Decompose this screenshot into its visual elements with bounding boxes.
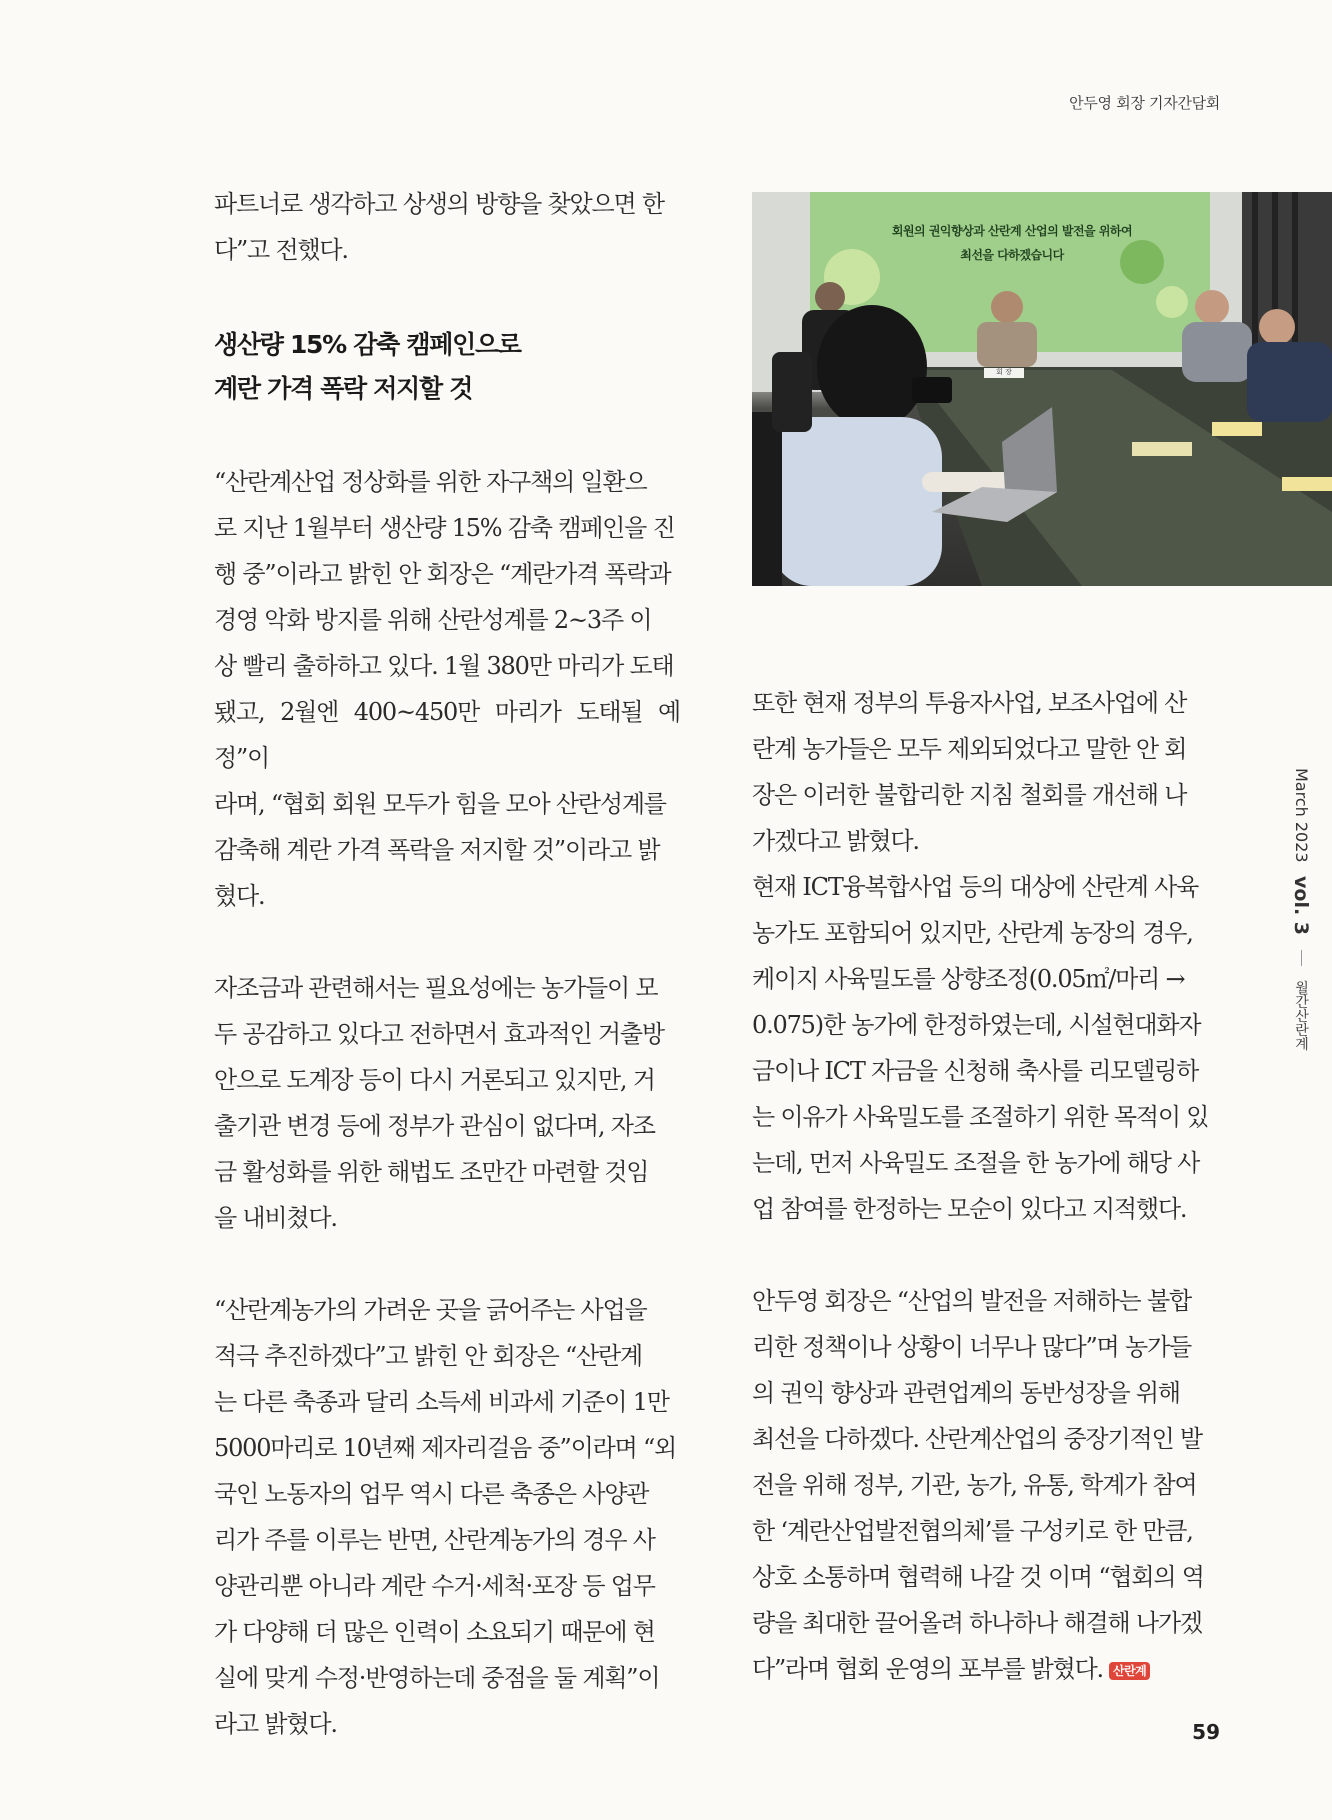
body-paragraph-1: “산란계산업 정상화를 위한 자구책의 일환으 로 지난 1월부터 생산량 15% 감축 캠페인을 진 행 중”이라고 밝힌 안 회장은 “계란가격 폭락과 경영 악화 방지를 위해 산란성계를 2~3주 이 상 빨리 출하하고 있다. 1월 380만 마리가 도태 됐고, 2월엔 400~450만 마리가 도태될 예정”이 라며, “협회 회원 모두가 힘을 모아 산란성계를 감축해 계란 가격 폭락을 저지할 것”이라고 밝 혔다. <box>214 468 680 910</box>
nameplate-text: 회 장 <box>996 368 1012 376</box>
body-paragraph-2: 자조금과 관련해서는 필요성에는 농가들이 모 두 공감하고 있다고 전하면서 효과적인 거출방 안으로 도계장 등이 다시 거론되고 있지만, 거 출기관 변경 등에 정부가 관심이 없다며, 자조 금 활성화를 위한 해법도 조만간 마련할 것임 을 내비쳤다. <box>214 974 664 1232</box>
issue-date: March 2023 <box>1292 768 1311 863</box>
body-paragraph-4: 또한 현재 정부의 투융자사업, 보조사업에 산 란계 농가들은 모두 제외되었다고 말한 안 회 장은 이러한 불합리한 지침 철회를 개선해 나 가겠다고 밝혔다. <box>752 689 1187 855</box>
magazine-name: 월간산란계 <box>1293 980 1309 1051</box>
issue-volume: vol. 3 <box>1290 875 1312 935</box>
body-paragraph-3: “산란계농가의 가려운 곳을 긁어주는 사업을 적극 추진하겠다”고 밝힌 안 회장은 “산란계 는 다른 축종과 달리 소득세 비과세 기준이 1만 5000마리로 10년째 제자리걸음 중”이라며 “외 국인 노동자의 업무 역시 다른 축종은 사양관 리가 주를 이루는 반면, 산란계농가의 경우 사 양관리뿐 아니라 계란 수거·세척·포장 등 업무 가 다양해 더 많은 인력이 소요되기 때문에 현 실에 맞게 수정·반영하는데 중점을 둘 계획”이 라고 밝혔다. <box>214 1296 677 1738</box>
body-paragraph-5: 현재 ICT융복합사업 등의 대상에 산란계 사육 농가도 포함되어 있지만, 산란계 농장의 경우, 케이지 사육밀도를 상향조정(0.05㎡/마리 → 0.075)한 농가에 한정하였는데, 시설현대화자 금이나 ICT 자금을 신청해 축사를 리모델링하 는 이유가 사육밀도를 조절하기 위한 목적이 있 는데, 먼저 사육밀도 조절을 한 농가에 해당 사 업 참여를 한정하는 모순이 있다고 지적했다. <box>752 873 1209 1223</box>
end-mark-logo: 산란계 <box>1109 1662 1150 1680</box>
side-tab <box>1290 768 1312 1051</box>
right-column <box>752 680 1220 1692</box>
press-conference-photo <box>752 192 1332 586</box>
side-tab-divider <box>1301 950 1302 966</box>
left-column <box>214 181 680 1747</box>
banner-text-line-1: 회원의 권익향상과 산란계 산업의 발전을 위하여 <box>891 224 1133 238</box>
closing-paragraph-text: 안두영 회장은 “산업의 발전을 저해하는 불합 리한 정책이나 상황이 너무나 많다”며 농가들 의 권익 향상과 관련업계의 동반성장을 위해 최선을 다하겠다. 산란계산업의 중장기적인 발 전을 위해 정부, 기관, 농가, 유통, 학계가 참여 한 ‘계란산업발전협의체’를 구성키로 한 만큼, 상호 소통하며 협력해 나갈 것 이며 “협회의 역 량을 최대한 끌어올려 하나하나 해결해 나가겠 다”라며 협회 운영의 포부를 밝혔다. <box>752 1287 1204 1683</box>
page-number: 59 <box>1192 1720 1220 1744</box>
banner-text-line-2: 최선을 다하겠습니다 <box>960 248 1064 262</box>
section-subheading: 생산량 15% 감축 캠페인으로 계란 가격 폭락 저지할 것 <box>214 330 521 403</box>
intro-paragraph: 파트너로 생각하고 상생의 방향을 찾았으면 한 다”고 전했다. <box>214 190 664 264</box>
body-paragraph-6 <box>752 1278 1220 1692</box>
section-header: 안두영 회장 기자간담회 <box>1069 94 1220 112</box>
